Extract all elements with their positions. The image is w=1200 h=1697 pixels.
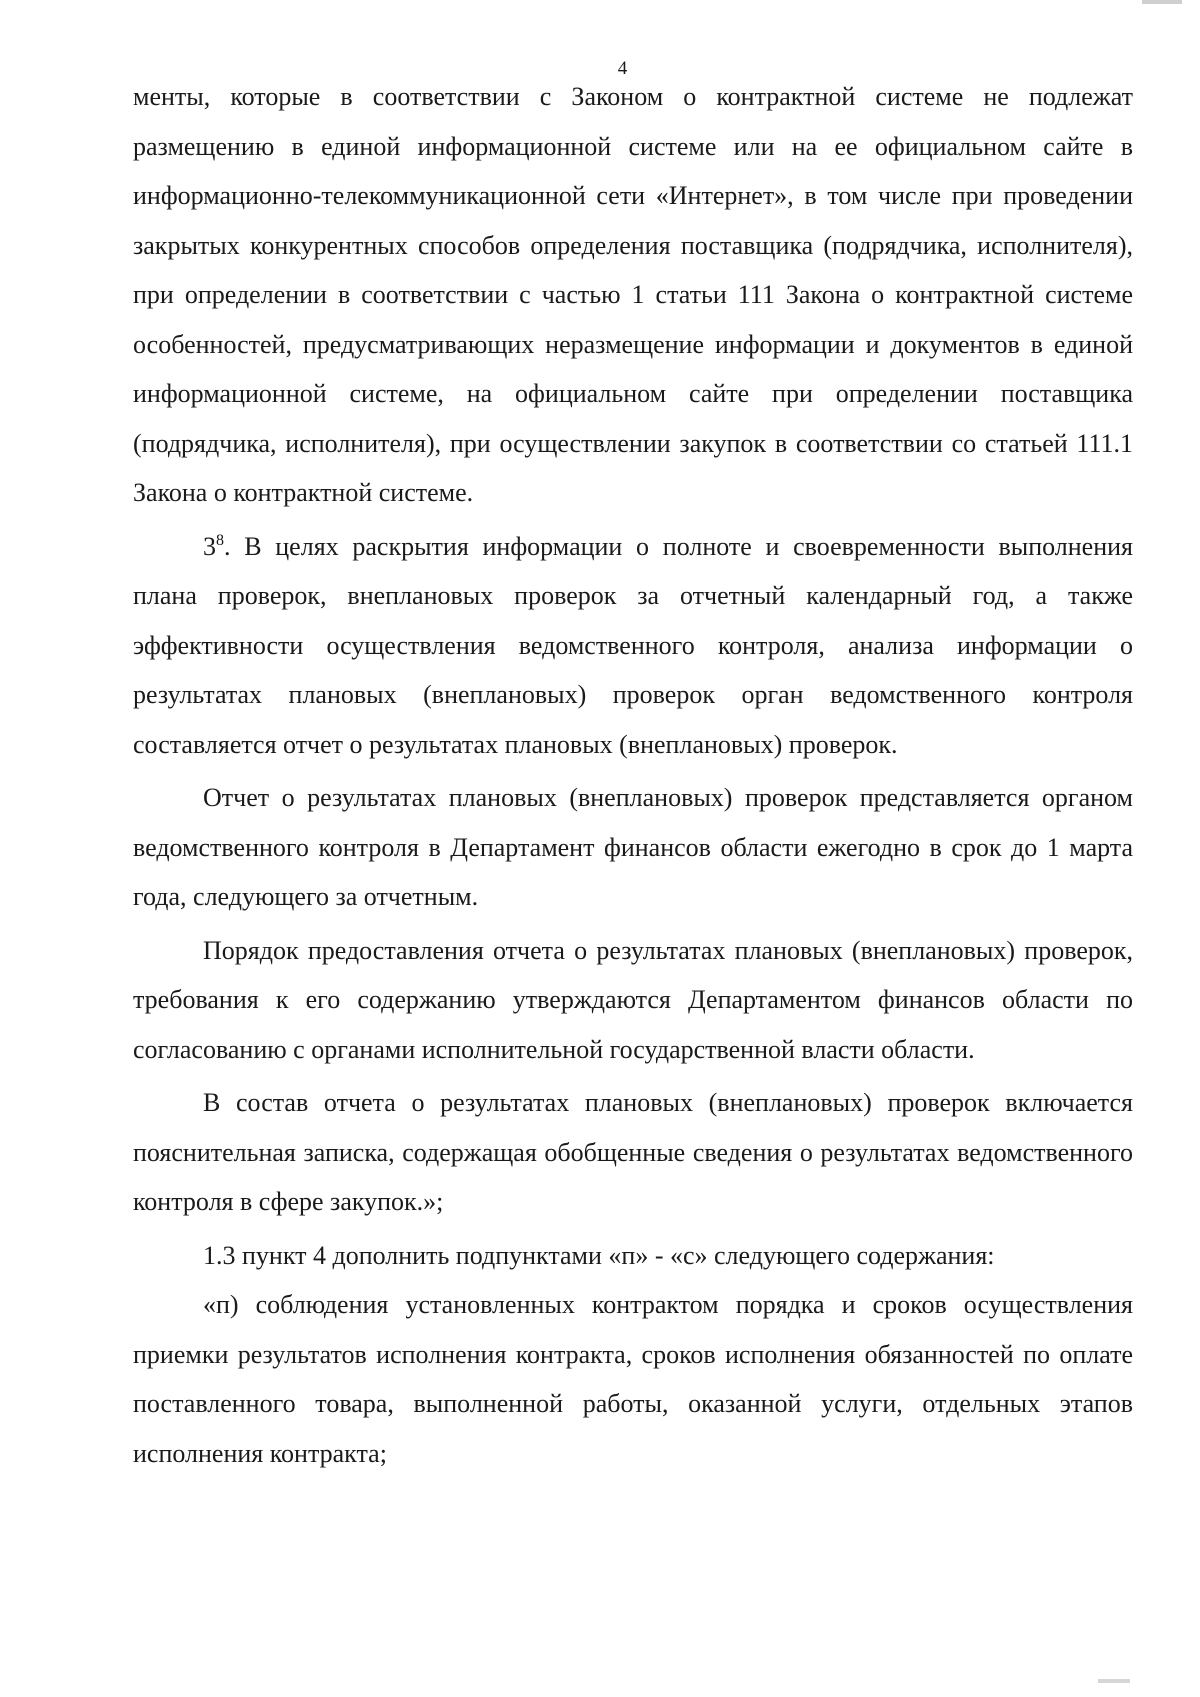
paragraph-amendment-1-3: 1.3 пункт 4 дополнить подпунктами «п» - «с» следующего содержания:	[203, 1240, 995, 1270]
paragraph-report-submission: Отчет о результатах плановых (внеплановых) проверок представляется органом ведомственного контроля в Департамент финансов области ежегодно в срок до 1 марта года, следующего за отчетным.	[133, 783, 1133, 911]
section-text: . В целях раскрытия информации о полноте и своевременности выполнения плана проверок, внеплановых проверок за отчетный календарный год, а также эффективности осуществления ведомственного контроля, анализа информации о результатах плановых (внеплановых) проверок орган ведомственного контроля составляется отчет о результатах плановых (внеплановых) проверок.	[133, 531, 1133, 759]
scan-edge-mark-top	[1142, 0, 1182, 4]
paragraph-section-3-8	[133, 522, 1133, 770]
paragraph-report-procedure: Порядок предоставления отчета о результатах плановых (внеплановых) проверок, требования к его содержанию утверждаются Департаментом финансов области по согласованию с органами исполнительной государственной власти области.	[133, 935, 1133, 1064]
paragraph-report-contents: В состав отчета о результатах плановых (внеплановых) проверок включается пояснительная записка, содержащая обобщенные сведения о результатах ведомственного контроля в сфере закупок.»;	[133, 1088, 1133, 1216]
paragraph-continuation: менты, которые в соответствии с Законом о контрактной системе не подлежат размещению в единой информационной системе или на ее официальном сайте в информационно-телекоммуникационной сети «Интернет», в том числе при проведении закрытых конкурентных способов определения поставщика (подрядчика, исполнителя), при определении в соответствии с частью 1 статьи 111 Закона о контрактной системе особенностей, предусматривающих неразмещение информации и документов в единой информационной системе, на официальном сайте при определении поставщика (подрядчика, исполнителя), при осуществлении закупок в соответствии со статьей 111.1 Закона о контрактной системе.	[133, 82, 1133, 507]
scan-edge-mark-bottom	[1098, 1679, 1130, 1683]
document-body	[133, 72, 1133, 1478]
section-number: 3	[203, 531, 216, 561]
page-number: 4	[617, 58, 628, 79]
section-number-superscript: 8	[216, 531, 224, 549]
paragraph-subitem-p: «п) соблюдения установленных контрактом порядка и сроков осуществления приемки результатов исполнения контракта, сроков исполнения обязанностей по оплате поставленного товара, выполненной работы, оказанной услуги, отдельных этапов исполнения контракта;	[133, 1290, 1133, 1468]
